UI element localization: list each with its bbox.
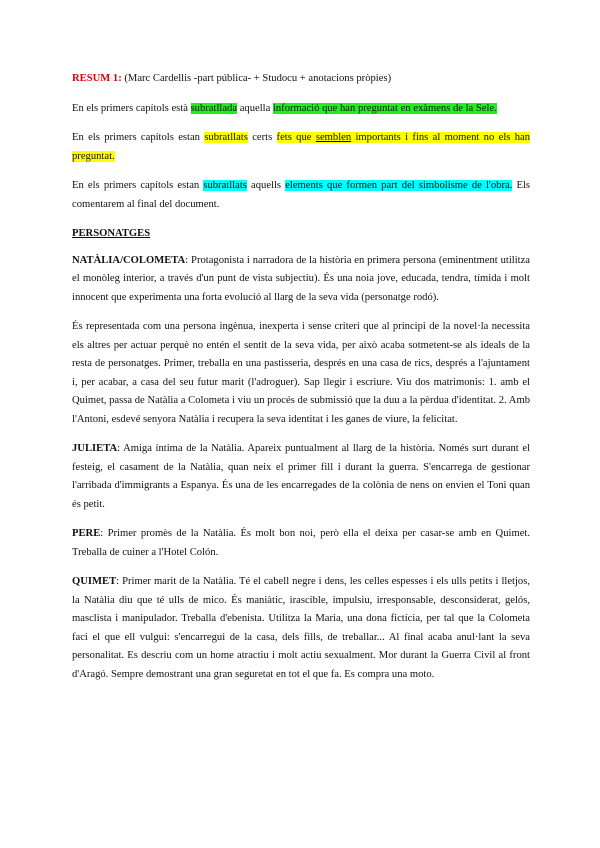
intro3-highlight-elements: elements que formen part del simbolisme de l'obra. — [285, 180, 513, 191]
intro-paragraph-2 — [72, 129, 530, 166]
natalia-text: : Protagonista i narradora de la història en primera persona (eminentment utilitza el monòleg interior, a través d'un punt de vista subjectiu). És una noia jove, educada, tendra, tímida i molt innocent que experimenta una forta evolució al llarg de la seva vida (personatge rodó). — [72, 254, 530, 303]
intro-paragraph-1 — [72, 100, 530, 119]
natalia-name: NATÀLIA/COLOMETA — [72, 254, 186, 266]
intro2-text-c: certs — [247, 132, 277, 143]
intro2-text-a: En els primers capítols estan — [72, 132, 205, 143]
intro2-highlight-subratllats: subratllats — [204, 132, 248, 143]
natalia-paragraph-2: És representada com una persona ingènua, inexperta i sense criteri que al principi de la novel·la necessita els altres per actuar perquè no entén el sentit de la seva vida, per això acaba sotmetent-se als ideals de la resta de personatges. Primer, treballa en una pastisseria, després en una casa de rics, després a l'ajuntament i, per acabar, a casa del seu futur marit (l'adroguer). Sap llegir i escriure. Viu dos matrimonis: 1. amb el Quimet, passa de Natàlia a Colometa i viu un procés de submissió que la duu a la pèrdua d'identitat. 2. Amb l'Antoni, esdevé senyora Natàlia i recupera la seva identitat i les ganes de viure, la felicitat. — [72, 321, 530, 425]
intro2-underlined-semblen: semblen — [315, 132, 352, 143]
personatges-heading: PERSONATGES — [72, 228, 151, 239]
quimet-text: : Primer marit de la Natàlia. Té el cabell negre i dens, les celles espesses i els ulls petits i lletjos, la Natàlia diu que té ulls de mico. És maniàtic, irascible, impulsiu, irresponsable, desconsiderat, gelós, masclista i manipulador. Treballa d'ebenista. Utilitza la Maria, una dona fictícia, per tal que la Colometa faci el que ell vulgui: s'encarregui de la casa, dels fills, de treballar... Al final acaba anul·lant la seva personalitat. Es descriu com un home atractiu i molt actiu sexualment. Mor durant la Guerra Civil al front d'Aragó. Sempre demostrant una gran seguretat en tot el que fa. Es compra una moto. — [72, 576, 530, 680]
intro1-text-c: aquella — [237, 102, 273, 114]
pere-text: : Primer promès de la Natàlia. És molt bon noi, però ella el deixa per casar-se amb en Quimet. Treballa de cuiner a l'Hotel Colón. — [72, 528, 530, 558]
resum-label: RESUM 1: — [72, 73, 122, 84]
document-content — [72, 70, 530, 695]
intro2-text-d: fets que — [276, 132, 316, 143]
intro1-highlight-subratllada: subratllada — [190, 102, 238, 114]
pere-name: PERE — [72, 528, 101, 539]
intro-paragraph-3 — [72, 177, 530, 214]
julieta-text: : Amiga íntima de la Natàlia. Apareix puntualment al llarg de la història. Només surt durant el festeig, el casament de la Natàlia, quan neix el primer fill i durant la guerra. S'encarrega de gestionar l'arribada d'immigrants a Espanya. És una de les encarregades de la colònia de nens on envien el Toni quan és petit. — [72, 443, 530, 510]
quimet-paragraph — [72, 573, 530, 684]
intro3-highlight-subratllats: subratllats — [203, 180, 247, 191]
intro1-highlight-informacio: informació que han preguntat en exàmens de la Sele. — [272, 102, 497, 114]
julieta-name: JULIETA — [72, 443, 118, 454]
natalia-paragraph — [72, 252, 530, 308]
pere-paragraph — [72, 525, 530, 562]
resum-line — [72, 70, 530, 89]
resum-text: (Marc Cardellis -part pública- + Studocu + anotacions pròpies) — [121, 73, 392, 84]
intro3-text-a: En els primers capítols estan — [72, 180, 204, 191]
intro2-text-f: importants i fins al moment no els han preguntat. — [72, 132, 531, 162]
intro3-text-e: Els comentarem al final del document. — [72, 180, 531, 210]
intro3-text-c: aquells — [246, 180, 286, 191]
intro1-text-a: En els primers capítols està — [72, 102, 191, 114]
quimet-name: QUIMET — [72, 576, 117, 587]
julieta-paragraph — [72, 440, 530, 514]
